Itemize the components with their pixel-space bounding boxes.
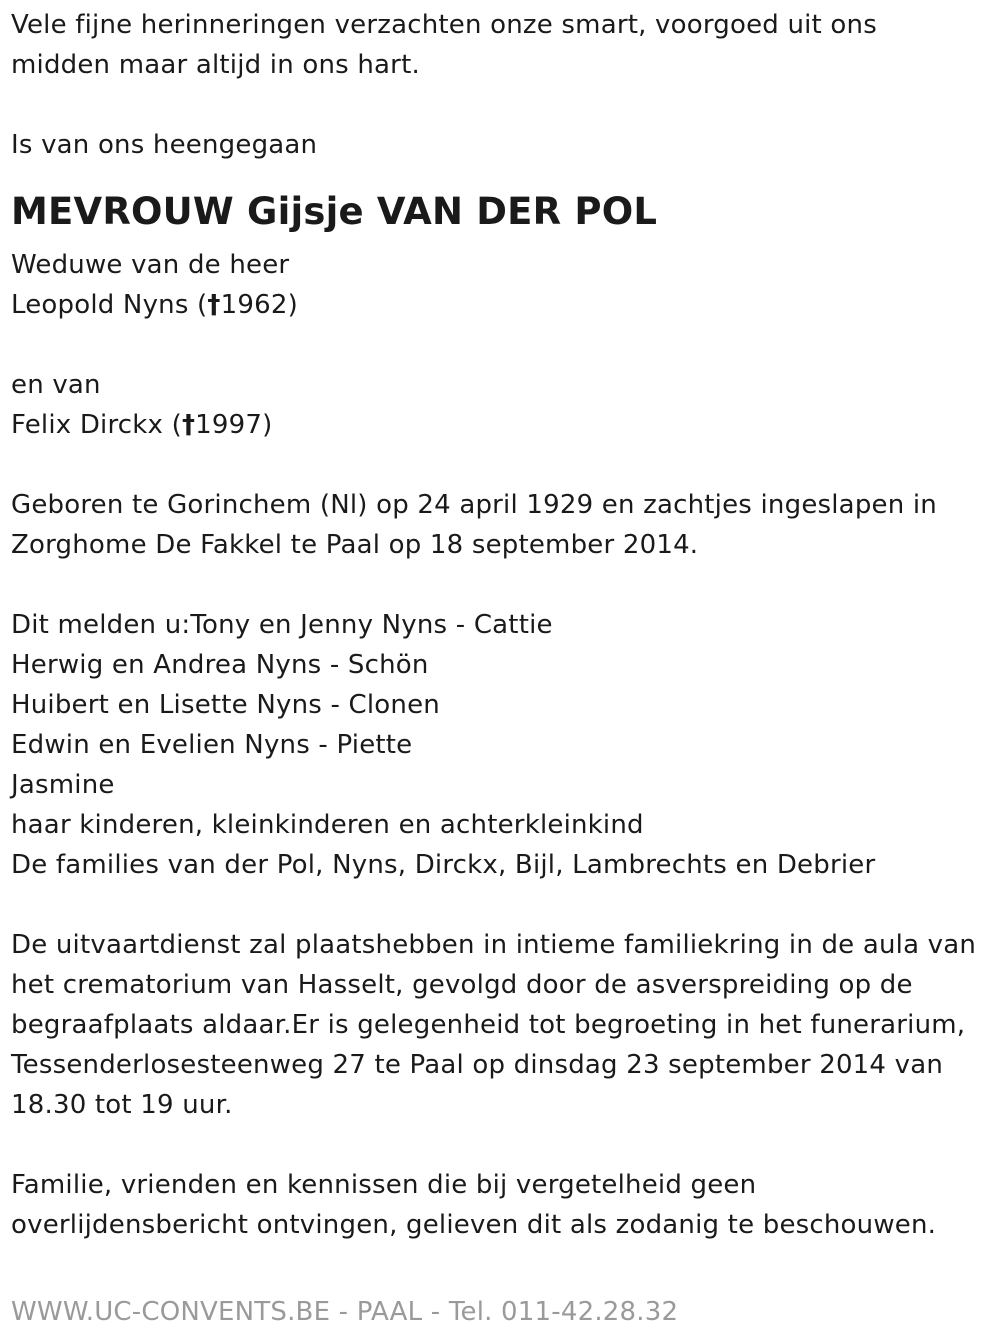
closing-line-2: overlijdensbericht ontvingen, gelieven dit als zodanig te beschouwen. <box>11 1210 937 1240</box>
service-line: 18.30 tot 19 uur. <box>11 1090 233 1120</box>
family-line: Edwin en Evelien Nyns - Piette <box>11 730 413 760</box>
spacer <box>11 325 991 365</box>
family-line: Jasmine <box>11 770 115 800</box>
intro-line-2: midden maar altijd in ons hart. <box>11 50 420 80</box>
family-line: De families van der Pol, Nyns, Dirckx, Bijl, Lambrechts en Debrier <box>11 850 876 880</box>
birth-death-line-2: Zorghome De Fakkel te Paal op 18 september 2014. <box>11 530 699 560</box>
first-husband <box>11 285 991 325</box>
spacer <box>11 1125 991 1165</box>
service-line: De uitvaartdienst zal plaatshebben in intieme familiekring in de aula van <box>11 930 977 960</box>
deceased-name: MEVROUW Gijsje VAN DER POL <box>11 190 658 233</box>
death-notice <box>11 5 991 1245</box>
spacer <box>11 565 991 605</box>
cross-icon: † <box>207 290 221 320</box>
cross-icon: † <box>181 410 196 440</box>
family-line: haar kinderen, kleinkinderen en achterkleinkind <box>11 810 644 840</box>
first-husband-name: Leopold Nyns ( <box>11 290 208 320</box>
spacer <box>11 85 991 125</box>
intro-line-1: Vele fijne herinneringen verzachten onze smart, voorgoed uit ons <box>11 10 877 40</box>
first-husband-year: 1962) <box>220 290 298 320</box>
second-husband-name: Felix Dirckx ( <box>11 410 182 440</box>
family-line: Herwig en Andrea Nyns - Schön <box>11 650 429 680</box>
widow-of-line: Weduwe van de heer <box>11 250 290 280</box>
announcement: Is van ons heengegaan <box>11 130 318 160</box>
birth-death-line-1: Geboren te Gorinchem (Nl) op 24 april 1929 en zachtjes ingeslapen in <box>11 490 937 520</box>
and-of-line: en van <box>11 370 101 400</box>
closing-line-1: Familie, vrienden en kennissen die bij vergetelheid geen <box>11 1170 757 1200</box>
family-line: Huibert en Lisette Nyns - Clonen <box>11 690 440 720</box>
second-husband <box>11 405 991 445</box>
footer-contact: WWW.UC-CONVENTS.BE - PAAL - Tel. 011-42.28.32 <box>11 1297 679 1327</box>
service-line: Tessenderlosesteenweg 27 te Paal op dinsdag 23 september 2014 van <box>11 1050 944 1080</box>
second-husband-year: 1997) <box>195 410 273 440</box>
family-line: Dit melden u:Tony en Jenny Nyns - Cattie <box>11 610 553 640</box>
service-line: begraafplaats aldaar.Er is gelegenheid tot begroeting in het funerarium, <box>11 1010 966 1040</box>
spacer <box>11 885 991 925</box>
spacer <box>11 445 991 485</box>
service-line: het crematorium van Hasselt, gevolgd door de asverspreiding op de <box>11 970 913 1000</box>
